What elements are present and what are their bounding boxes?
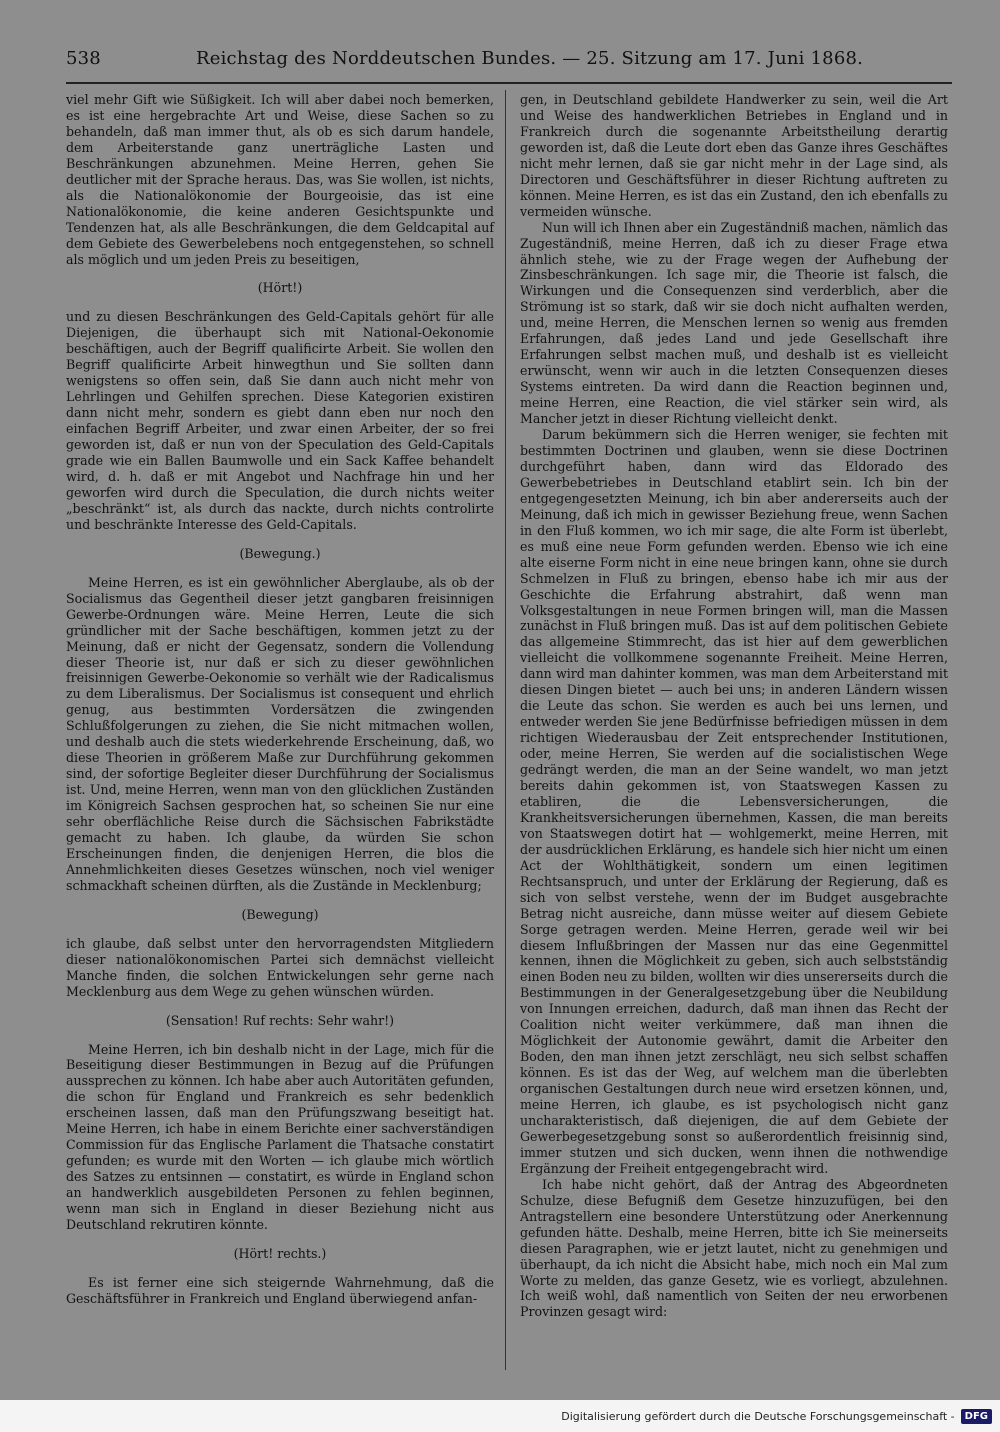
paragraph: Nun will ich Ihnen aber ein Zugeständniß machen, nämlich das Zugeständniß, meine Herren, daß ich zu dieser Frage etwa ähnlich stehe, wie zu der Frage wegen der Aufhebung der Zinsbeschränkungen. Ich sage mir, die Theorie ist falsch, die Wirkungen und die Consequenzen sind verderblich, aber die Strömung ist so stark, daß wir sie doch nicht aufhalten werden, und, meine Herren, die Menschen lernen so wenig aus fremden Erfahrungen, daß jedes Land und jede Gesellschaft ihre Erfahrungen selbst machen muß, und deshalb ist es vielleicht erwünscht, wenn wir auch in die letzten Consequenzen dieses Systems eintreten. Da wird dann die Reaction beginnen und, meine Herren, eine Reaction, die viel stärker sein wird, als Mancher jetzt in dieser Richtung vielleicht denkt.: [520, 219, 948, 427]
interjection: (Sensation! Ruf rechts: Sehr wahr!): [165, 1012, 395, 1028]
paragraph: viel mehr Gift wie Süßigkeit. Ich will aber dabei noch bemerken, es ist eine hergebrachte Art und Weise, diese Sachen so zu behandeln, daß man immer thut, als ob es sich darum handele, dem Arbeiterstande ganz unerträgliche Lasten und Beschränkungen abzunehmen. Meine Herren, gehen Sie deutlicher mit der Sprache heraus. Das, was Sie wollen, ist nichts, als die Nationalökonomie der Bourgeoisie, das ist eine Nationalökonomie, die keine anderen Gesichtspunkte und Tendenzen hat, als alle Beschränkungen, die dem Geldcapital auf dem Gebiete des Gewerbelebens noch entgegenstehen, so schnell als möglich und um jeden Preis zu beseitigen,: [66, 92, 494, 267]
interjection: (Bewegung): [241, 906, 319, 922]
interjection: (Hört! rechts.): [233, 1245, 327, 1261]
funding-credit: Digitalisierung gefördert durch die Deutsche Forschungsgemeinschaft -: [561, 1409, 955, 1423]
digitization-footer: [0, 1400, 1000, 1432]
page-header: [66, 48, 954, 78]
interjection: (Hört!): [257, 280, 303, 296]
header-rule: [66, 82, 952, 84]
paragraph: und zu diesen Beschränkungen des Geld-Capitals gehört für alle Diejenigen, die überhaupt sich mit National-Oekonomie beschäftigen, auch der Begriff qualificirte Arbeit. Sie wollen den Begriff qualificirte Arbeit hinwegthun und Sie sollten dann wenigstens so offen sein, daß Sie dann auch nicht mehr von Lehrlingen und Gehilfen sprechen. Diese Kategorien existiren dann nicht mehr, sondern es giebt dann eben nur noch den einfachen Begriff Arbeiter, und zwar einen Arbeiter, der so frei geworden ist, daß er nun von der Speculation des Geld-Capitals grade wie ein Ballen Baumwolle und ein Sack Kaffee behandelt wird, d. h. daß er mit Angebot und Nachfrage hin und her geworfen wird durch die Speculation, die durch nichts weiter „beschränkt“ ist, als durch das nackte, durch nichts controlirte und beschränkte Interesse des Geld-Capitals.: [66, 309, 494, 532]
page-number: 538: [66, 48, 101, 69]
column-divider: [505, 90, 506, 1370]
running-title: Reichstag des Norddeutschen Bundes. — 25. Sitzung am 17. Juni 1868.: [196, 48, 864, 69]
paragraph: ich glaube, daß selbst unter den hervorragendsten Mitgliedern dieser nationalökonomischen Partei sich demnächst vielleicht Manche finden, die solchen Entwickelungen sehr gerne nach Mecklenburg aus dem Wege zu gehen wünschen würden.: [66, 935, 494, 999]
paragraph: Darum bekümmern sich die Herren weniger, sie fechten mit bestimmten Doctrinen und glauben, wenn sie diese Doctrinen durchgeführt haben, dann wird das Eldorado des Gewerbebetriebes in Deutschland etablirt sein. Ich bin der entgegengesetzten Meinung, ich bin aber andererseits auch der Meinung, daß ich mich in gewisser Beziehung freue, wenn Sachen in den Fluß kommen, wo ich mir sage, die alte Form ist überlebt, es muß eine neue Form gefunden werden. Ebenso wie ich eine alte eiserne Form nicht in eine neue bringen kann, ohne sie durch Schmelzen in Fluß zu bringen, ebenso habe ich mir aus der Geschichte die Erfahrung abstrahirt, daß wenn man Volksgestaltungen in neue Formen bringen will, man die Massen zunächst in Fluß bringen muß. Das ist auf dem politischen Gebiete das allgemeine Stimmrecht, das ist hier auf dem gewerblichen vielleicht die vollkommene sogenannte Freiheit. Meine Herren, dann wird man dahinter kommen, was man dem Arbeiterstand mit diesen Dingen bietet — auch bei uns; in anderen Ländern wissen die Leute das schon. Sie werden es auch bei uns lernen, und entweder werden Sie jene Bedürfnisse befriedigen müssen in dem richtigen Wiederausbau der Zeit entsprechender Institutionen, oder, meine Herren, Sie werden auf die socialistischen Wege gedrängt werden, die man an der Seine wandelt, wo man jetzt bereits dahin gekommen ist, von Staatswegen Kassen zu etabliren, die die Lebensversicherungen, die Krankheitsversicherungen übernehmen, Kassen, die man bereits von Staatswegen dotirt hat — wohlgemerkt, meine Herren, mit der ausdrücklichen Erklärung, es handele sich hier nicht um einen Act der Wohlthätigkeit, sondern um einen legitimen Rechtsanspruch, und unter der Erklärung der Regierung, daß es sich von selbst verstehe, wenn der im Budget ausgebrachte Betrag nicht ausreiche, dann müsse weiter auf diesem Gebiete Sorge getragen werden. Meine Herren, gerade weil wir bei diesem Influßbringen der Massen nur das eine Gegenmittel kennen, ihnen die Möglichkeit zu geben, sich auch selbstständig einen Boden neu zu bilden, wollten wir dies unsererseits durch die Bestimmungen in der Generalgesetzgebung über die Neubildung von Innungen erreichen, dadurch, daß man ihnen das Recht der Coalition nicht weiter verkümmere, daß man ihnen die Möglichkeit der Autonomie gewährt, damit die Arbeiter den Boden, den man ihnen jetzt zerschlägt, neu sich selbst schaffen können. Es ist das der Weg, auf welchem man die überlebten organischen Gestaltungen durch neue wird ersetzen können, und, meine Herren, ich glaube, es ist psychologisch nicht ganz uncharakteristisch, daß diejenigen, die auf dem Gebiete der Gewerbegesetzgebung sonst so außerordentlich freisinnig sind, immer stutzen und sich ducken, wenn ihnen die nothwendige Ergänzung der Freiheit entgegengebracht wird.: [520, 427, 948, 1176]
paragraph: Ich habe nicht gehört, daß der Antrag des Abgeordneten Schulze, diese Befugniß dem Gesetze hinzuzufügen, bei den Antragstellern eine besondere Unterstützung oder Anerkennung gefunden hätte. Deshalb, meine Herren, bitte ich Sie meinerseits diesen Paragraphen, wie er jetzt lautet, nicht zu genehmigen und überhaupt, da ich nicht die Absicht habe, mich noch ein Mal zum Worte zu melden, das ganze Gesetz, wie es vorliegt, abzulehnen. Ich weiß wohl, daß namentlich von Seiten der neu erworbenen Provinzen gesagt wird:: [520, 1176, 948, 1320]
left-column: [66, 92, 494, 1307]
interjection: (Bewegung.): [239, 545, 321, 561]
paragraph: Meine Herren, ich bin deshalb nicht in der Lage, mich für die Beseitigung dieser Bestimmungen in Bezug auf die Prüfungen aussprechen zu können. Ich habe aber auch Autoritäten gefunden, die schon für England und Frankreich es sehr bedenklich erscheinen lassen, daß man den Prüfungszwang beseitigt hat. Meine Herren, ich habe in einem Berichte einer sachverständigen Commission für das Englische Parlament die Thatsache constatirt gefunden; es wurde mit den Worten — ich glaube mich wörtlich des Satzes zu entsinnen — constatirt, es würde in England schon an handwerklich ausgebildeten Personen zu fehlen beginnen, wenn man sich in England in dieser Beziehung nicht aus Deutschland rekrutiren könnte.: [66, 1041, 494, 1232]
paragraph: Meine Herren, es ist ein gewöhnlicher Aberglaube, als ob der Socialismus das Gegentheil dieser jetzt gangbaren freisinnigen Gewerbe-Ordnungen wäre. Meine Herren, Leute die sich gründlicher mit der Sache beschäftigen, kommen jetzt zu der Meinung, daß er nicht der Gegensatz, sondern die Vollendung dieser Theorie ist, nur daß er sich zu dieser gewöhnlichen freisinnigen Gewerbe-Oekonomie so verhält wie der Radicalismus zu dem Liberalismus. Der Socialismus ist consequent und ehrlich genug, aus bestimmten Vordersätzen die zwingenden Schlußfolgerungen zu ziehen, die Sie nicht mitmachen wollen, und deshalb auch die stets wiederkehrende Erscheinung, daß, wo diese Theorien in größerem Maße zur Durchführung gekommen sind, der sofortige Begleiter dieser Durchführung der Socialismus ist. Und, meine Herren, wenn man von den glücklichen Zuständen im Königreich Sachsen gesprochen hat, so scheinen Sie nur eine sehr oberflächliche Reise durch die Sächsischen Fabrikstädte gemacht zu haben. Ich glaube, da würden Sie schon Erscheinungen finden, die denjenigen Herren, die blos die Annehmlichkeiten dieses Gesetzes wünschen, noch viel weniger schmackhaft scheinen dürften, als die Zustände in Mecklenburg;: [66, 574, 494, 893]
paragraph: Es ist ferner eine sich steigernde Wahrnehmung, daß die Geschäftsführer in Frankreich und England überwiegend anfan-: [66, 1274, 494, 1306]
right-column: [520, 92, 948, 1320]
paragraph: gen, in Deutschland gebildete Handwerker zu sein, weil die Art und Weise des handwerklichen Betriebes in England und in Frankreich durch die sogenannte Arbeitstheilung derartig geworden ist, daß die Leute dort eben das Ganze ihres Geschäftes nicht mehr lernen, daß sie gar nicht mehr in der Lage sind, als Directoren und Geschäftsführer in dieser Richtung auftreten zu können. Meine Herren, es ist das ein Zustand, den ich ebenfalls zu vermeiden wünsche.: [520, 92, 948, 219]
dfg-logo: DFG: [961, 1409, 992, 1424]
